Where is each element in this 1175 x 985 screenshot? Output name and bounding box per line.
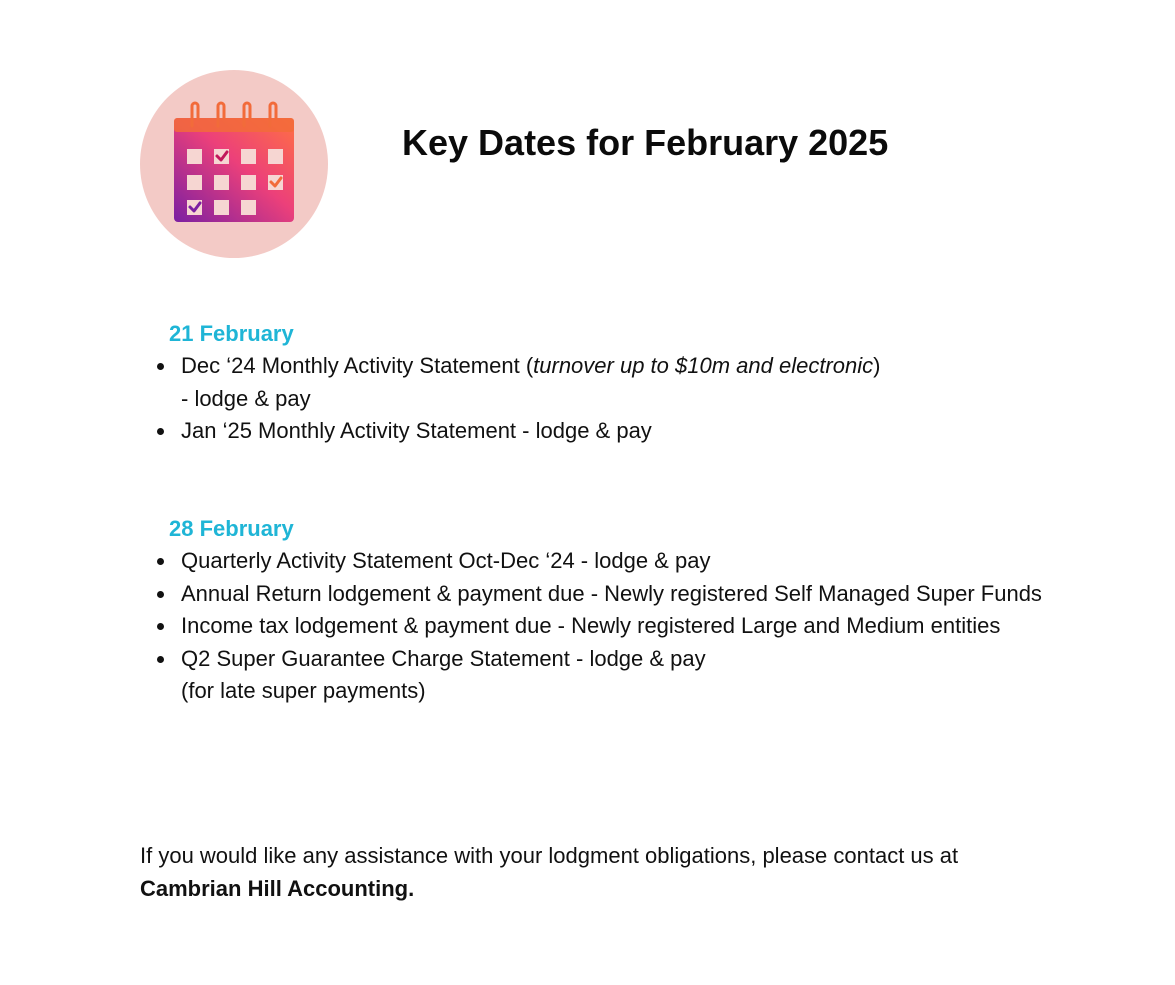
item-text: Income tax lodgement & payment due - Newly registered Large and Medium entities (181, 613, 1001, 638)
obligation-list (140, 350, 1060, 448)
item-text: Annual Return lodgement & payment due - Newly registered Self Managed Super Funds (181, 580, 1042, 606)
list-item (140, 578, 1060, 611)
list-item (140, 350, 1060, 415)
list-item (140, 610, 1060, 643)
bullet-icon (157, 558, 164, 565)
item-text: Q2 Super Guarantee Charge Statement - lodge & pay (181, 645, 706, 671)
page-title: Key Dates for February 2025 (402, 122, 889, 163)
section-date: 21 February (169, 321, 294, 346)
bullet-icon (157, 623, 164, 630)
item-text-second-line: (for late super payments) (181, 678, 426, 703)
item-text: Dec ‘24 Monthly Activity Statement ( (181, 353, 534, 378)
item-text: Jan ‘25 Monthly Activity Statement - lodge & pay (181, 418, 652, 443)
item-text-closing: ) (873, 353, 881, 378)
item-text: Quarterly Activity Statement Oct-Dec ‘24 - lodge & pay (181, 548, 711, 573)
contact-text: If you would like any assistance with your lodgment obligations, please contact us at (140, 843, 959, 868)
bullet-icon (157, 363, 164, 370)
item-text-second-line: - lodge & pay (181, 385, 311, 411)
bullet-icon (157, 656, 164, 663)
obligation-list (140, 545, 1060, 708)
item-emphasis: turnover up to $10m and electronic (533, 353, 874, 378)
list-item (140, 545, 1060, 578)
list-item (140, 643, 1060, 708)
bullet-icon (157, 428, 164, 435)
company-name: Cambrian Hill Accounting. (140, 876, 415, 901)
section-date: 28 February (169, 516, 294, 541)
list-item (140, 415, 1060, 448)
key-date-section (140, 318, 1060, 448)
contact-note (140, 839, 1040, 905)
key-date-section (140, 513, 1060, 708)
calendar-icon-badge (140, 70, 328, 258)
bullet-icon (157, 591, 164, 598)
calendar-icon (170, 100, 298, 228)
